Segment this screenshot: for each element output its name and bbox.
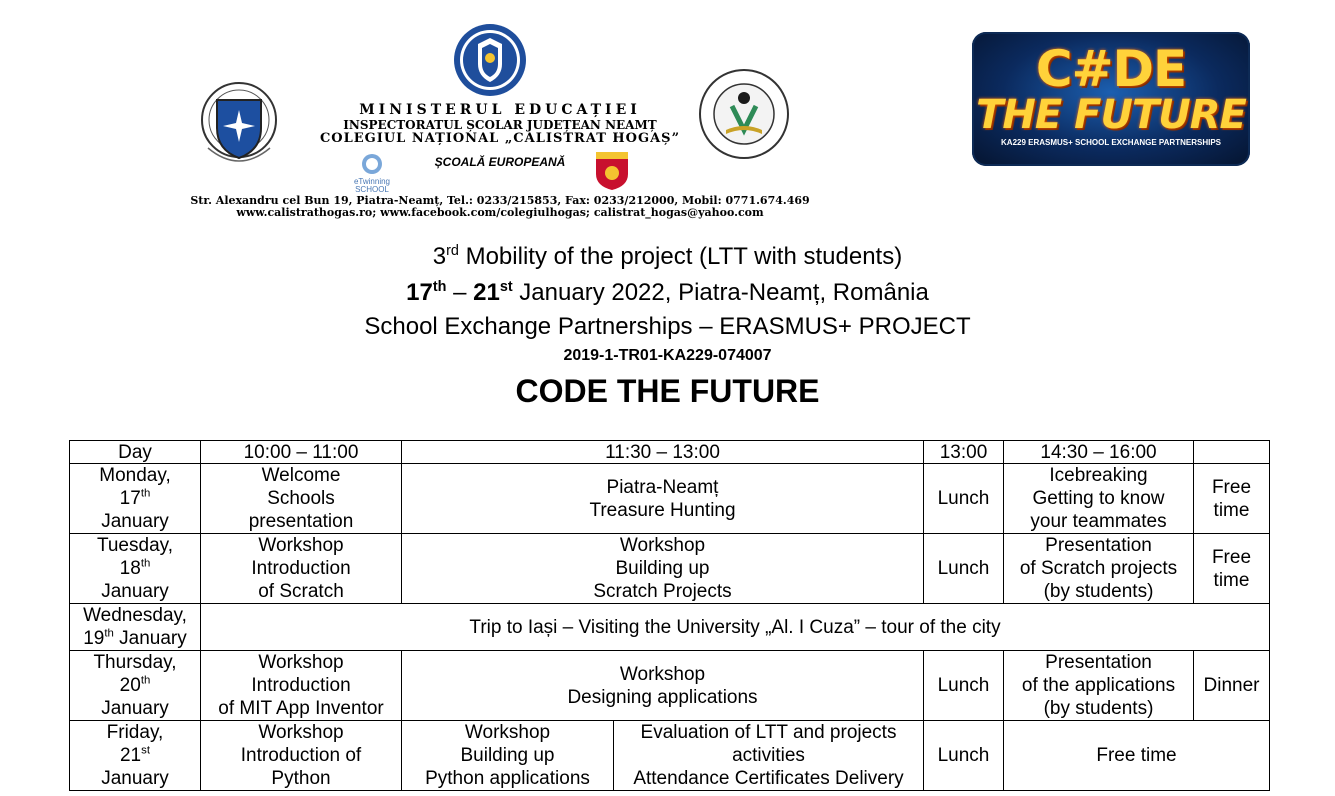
college-name: COLEGIUL NAȚIONAL „CALISTRAT HOGAȘ” xyxy=(319,131,681,146)
day-cell: Wednesday, 19th January xyxy=(70,604,201,651)
slot-cell: Workshop Building up Scratch Projects xyxy=(402,534,924,604)
slot-cell: Presentation of Scratch projects (by students) xyxy=(1004,534,1194,604)
table-row xyxy=(70,534,1270,604)
slot-cell: Workshop Introduction of Python xyxy=(201,721,402,791)
mobility-title: 3rd Mobility of the project (LTT with students) xyxy=(432,243,903,270)
logo-line-3: KA229 ERASMUS+ SCHOOL EXCHANGE PARTNERSHIPS xyxy=(1001,138,1221,147)
lunch-cell: Lunch xyxy=(924,464,1004,534)
european-school-label: ȘCOALĂ EUROPEANĂ xyxy=(434,155,566,169)
partnership-title: School Exchange Partnerships – ERASMUS+ PROJECT xyxy=(364,313,971,340)
project-name: CODE THE FUTURE xyxy=(515,373,820,409)
mobility-dates: 17th – 21st January 2022, Piatra-Neamț, România xyxy=(406,279,929,306)
inspectorate-name: INSPECTORATUL ȘCOLAR JUDEȚEAN NEAMȚ xyxy=(343,118,657,132)
table-row xyxy=(70,464,1270,534)
day-cell: Thursday, 20th January xyxy=(70,651,201,721)
slot-cell: Workshop Designing applications xyxy=(402,651,924,721)
day-cell: Tuesday, 18th January xyxy=(70,534,201,604)
dinner-cell: Dinner xyxy=(1194,651,1270,721)
slot-cell: Workshop Building up Python applications xyxy=(402,721,614,791)
header-slot-4: 14:30 – 16:00 xyxy=(1004,441,1194,464)
logo-line-2: THE FUTURE xyxy=(976,92,1246,138)
school-web-contacts: www.calistrathogas.ro; www.facebook.com/colegiulhogas; calistrat_hogas@yahoo.com xyxy=(236,206,764,219)
table-row xyxy=(70,651,1270,721)
slot-cell: Evaluation of LTT and projects activities Attendance Certificates Delivery xyxy=(614,721,924,791)
day-cell: Monday, 17th January xyxy=(70,464,201,534)
slot-cell: Workshop Introduction of Scratch xyxy=(201,534,402,604)
slot-cell: Workshop Introduction of MIT App Inventor xyxy=(201,651,402,721)
header-slot-2: 11:30 – 13:00 xyxy=(402,441,924,464)
slot-cell: Presentation of the applications (by students) xyxy=(1004,651,1194,721)
slot-cell: Icebreaking Getting to know your teammates xyxy=(1004,464,1194,534)
slot-cell: Welcome Schools presentation xyxy=(201,464,402,534)
lunch-cell: Lunch xyxy=(924,651,1004,721)
header-slot-1: 10:00 – 11:00 xyxy=(201,441,402,464)
table-header-row xyxy=(70,441,1270,464)
project-code: 2019-1-TR01-KA229-074007 xyxy=(563,347,772,364)
table-row xyxy=(70,721,1270,791)
header-day: Day xyxy=(70,441,201,464)
ministry-name: MINISTERUL EDUCAȚIEI xyxy=(359,102,641,118)
header-slot-3: 13:00 xyxy=(924,441,1004,464)
header-slot-5 xyxy=(1194,441,1270,464)
svg-text:eTwinning: eTwinning xyxy=(353,177,391,186)
code-the-future-logo xyxy=(972,32,1250,166)
slot-cell: Free time xyxy=(1194,464,1270,534)
slot-cell: Free time xyxy=(1194,534,1270,604)
letterhead xyxy=(190,18,810,223)
logo-line-1: C#DE xyxy=(1035,40,1187,98)
euro-school-badge-icon xyxy=(592,148,632,192)
free-time-cell: Free time xyxy=(1004,721,1270,791)
government-seal-icon xyxy=(452,22,528,98)
schedule-table xyxy=(69,440,1270,791)
svg-text:SCHOOL: SCHOOL xyxy=(355,185,389,194)
lunch-cell: Lunch xyxy=(924,534,1004,604)
slot-cell: Piatra-Neamț Treasure Hunting xyxy=(402,464,924,534)
lunch-cell: Lunch xyxy=(924,721,1004,791)
school-address: Str. Alexandru cel Bun 19, Piatra-Neamț, Tel.: 0233/215853, Fax: 0233/212000, Mobil: 0771.674.469 xyxy=(190,194,810,207)
table-row xyxy=(70,604,1270,651)
day-cell: Friday, 21st January xyxy=(70,721,201,791)
trip-cell: Trip to Iași – Visiting the University „Al. I Cuza” – tour of the city xyxy=(201,604,1270,651)
